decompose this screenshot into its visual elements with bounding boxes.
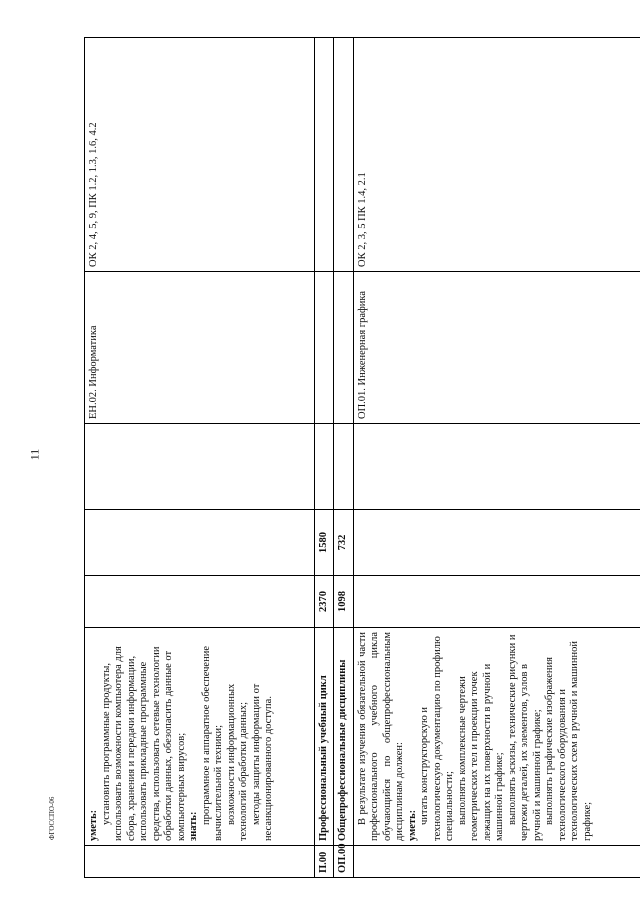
table-row	[314, 38, 334, 878]
empty-cell	[353, 424, 640, 510]
skills-heading: уметь:	[88, 809, 99, 841]
competencies-cell	[314, 38, 334, 272]
empty-cell	[85, 424, 315, 510]
skill-item: читать конструкторскую и технологическую документацию по профилю специальности;	[419, 636, 455, 841]
table-row	[85, 38, 315, 878]
knowledge-heading: знать:	[188, 811, 199, 841]
rotated-table-container	[84, 38, 640, 878]
skill-item: установить программные продукты, использовать возможности компьютера для сбора, хранения и передачи информации, использовать прикладные программные средства, использовать сетевые технологии обработки данных, обезопасить данные от компьютерных вирусов;	[100, 646, 187, 841]
competencies-cell: ОК 2, 4, 5, 9, ПК 1.2, 1.3, 1.6, 4.2	[85, 38, 315, 272]
competencies-cell	[334, 38, 354, 272]
empty-cell	[334, 424, 354, 510]
hours-required-cell: 1580	[314, 510, 334, 576]
section-title-cell: Профессиональный учебный цикл	[314, 628, 334, 846]
discipline-cell: ЕН.02. Информатика	[85, 272, 315, 424]
skills-heading: уметь:	[406, 809, 418, 841]
hours-max-cell	[85, 576, 315, 628]
code-cell: П.00	[314, 846, 334, 878]
empty-cell	[314, 424, 334, 510]
skill-item: выполнять комплексные чертежи геометрических тел и проекции точек лежащих на их поверхности в ручной и машинной графике;	[456, 663, 505, 841]
hours-required-cell: 732	[334, 510, 354, 576]
code-cell	[85, 846, 315, 878]
footer-code: ФГОССПО-06	[48, 796, 56, 840]
hours-required-cell	[353, 510, 640, 576]
hours-max-cell: 1098	[334, 576, 354, 628]
code-cell: ОП.00	[334, 846, 354, 878]
table-row	[353, 38, 640, 878]
knowledge-item: возможности информационных технологий обработки данных;	[225, 683, 249, 841]
hours-max-cell	[353, 576, 640, 628]
competencies-cell: ОК 2, 3, 5 ПК 1.4, 2.1	[353, 38, 640, 272]
discipline-cell: ОП.01. Инженерная графика	[353, 272, 640, 424]
section-title-cell: Общепрофессиональные дисциплины	[334, 628, 354, 846]
discipline-cell	[334, 272, 354, 424]
curriculum-table	[84, 37, 640, 878]
discipline-cell	[314, 272, 334, 424]
hours-max-cell: 2370	[314, 576, 334, 628]
hours-required-cell	[85, 510, 315, 576]
skill-item: выполнять графические изображения технологического оборудования и технологических схем в ручной и машинной графике;	[544, 640, 593, 841]
code-cell	[353, 846, 640, 878]
content-cell	[353, 628, 640, 846]
content-cell	[85, 628, 315, 846]
knowledge-item: методы защиты информации от несанкционированного доступа.	[250, 683, 274, 841]
table-row	[334, 38, 354, 878]
skill-item: выполнять эскизы, технические рисунки и чертежи деталей, их элементов, узлов в ручной и машинной графике;	[506, 634, 543, 841]
page-number: 11	[27, 448, 42, 461]
knowledge-item: программное и аппаратное обеспечение вычислительной техники;	[200, 646, 224, 841]
intro-text: В результате изучения обязательной части профессионального учебного цикла обучающийся по общепрофессиональным дисциплинам должен:	[356, 632, 405, 841]
